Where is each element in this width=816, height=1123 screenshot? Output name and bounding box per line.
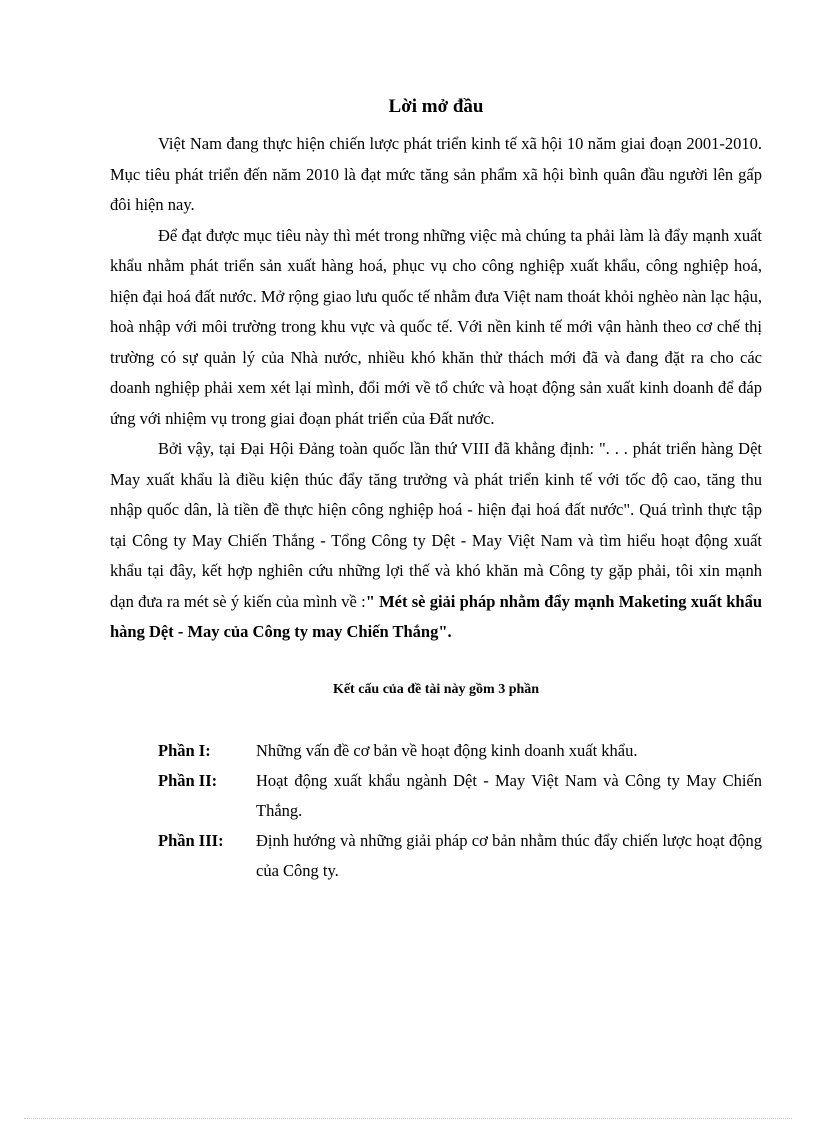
part-item [158, 736, 762, 766]
structure-heading: Kết cấu của đề tài này gồm 3 phần [332, 681, 540, 697]
document-page [110, 95, 762, 886]
part-item [158, 766, 762, 826]
part-label: Phần III: [158, 830, 224, 850]
intro-paragraph-1: Việt Nam đang thực hiện chiến lược phát triển kinh tế xã hội 10 năm giai đoạn 2001-2010. Mục tiêu phát triển đến năm 2010 là đạt mức tăng sản phẩm xã hội bình quân đầu người lên gấp đôi hiện nay. [110, 134, 762, 214]
page-bottom-divider [24, 1118, 792, 1119]
parts-list [158, 736, 762, 886]
part-label: Phần II: [158, 770, 218, 790]
intro-paragraph-2: Để đạt được mục tiêu này thì mét trong những việc mà chúng ta phải làm là đẩy mạnh xuất khẩu nhằm phát triển sản xuất hàng hoá, phục vụ cho công nghiệp xuất khẩu, công nghiệp hoá, hiện đại hoá đất nước. Mở rộng giao lưu quốc tế nhằm đưa Việt nam thoát khỏi nghèo nàn lạc hậu, hoà nhập với môi trường trong khu vực và quốc tế. Với nền kinh tế mới vận hành theo cơ chế thị trường có sự quản lý của Nhà nước, nhiều khó khăn thử thách mới đã và đang đặt ra cho các doanh nghiệp phải xem xét lại mình, đổi mới về tổ chức và hoạt động sản xuất kinh doanh để đáp ứng với nhiệm vụ trong giai đoạn phát triển của Đất nước. [110, 225, 762, 428]
part-description: Những vấn đề cơ bản về hoạt động kinh doanh xuất khẩu. [256, 740, 638, 760]
part-item [158, 826, 762, 886]
part-description: Hoạt động xuất khẩu ngành Dệt - May Việt Nam và Công ty May Chiến Thắng. [256, 770, 762, 820]
intro-paragraph-3 [110, 434, 762, 648]
part-description: Định hướng và những giải pháp cơ bản nhằm thúc đẩy chiến lược hoạt động của Công ty. [256, 830, 762, 880]
thesis-title: " Mét sè giải pháp nhằm đẩy mạnh Maketing xuất khẩu hàng Dệt - May của Công ty may Chiến Thắng". [110, 591, 762, 641]
document-title: Lời mở đầu [388, 96, 484, 117]
paragraph-3-text: Bởi vậy, tại Đại Hội Đảng toàn quốc lần thứ VIII đã khẳng định: ". . . phát triển hàng Dệt May xuất khẩu là điều kiện thúc đẩy tăng trưởng và phát triển kinh tế với tốc độ cao, tăng thu nhập quốc dân, là tiền đề thực hiện công nghiệp hoá - hiện đại hoá đất nước". Quá trình thực tập tại Công ty May Chiến Thắng - Tổng Công ty Dệt - May Việt Nam và tìm hiểu hoạt động xuất khẩu tại đây, kết hợp nghiên cứu những lợi thế và khó khăn mà Công ty gặp phải, tôi xin mạnh dạn đưa ra mét sè ý kiến của mình về : [110, 439, 762, 611]
part-label: Phần I: [158, 740, 211, 760]
